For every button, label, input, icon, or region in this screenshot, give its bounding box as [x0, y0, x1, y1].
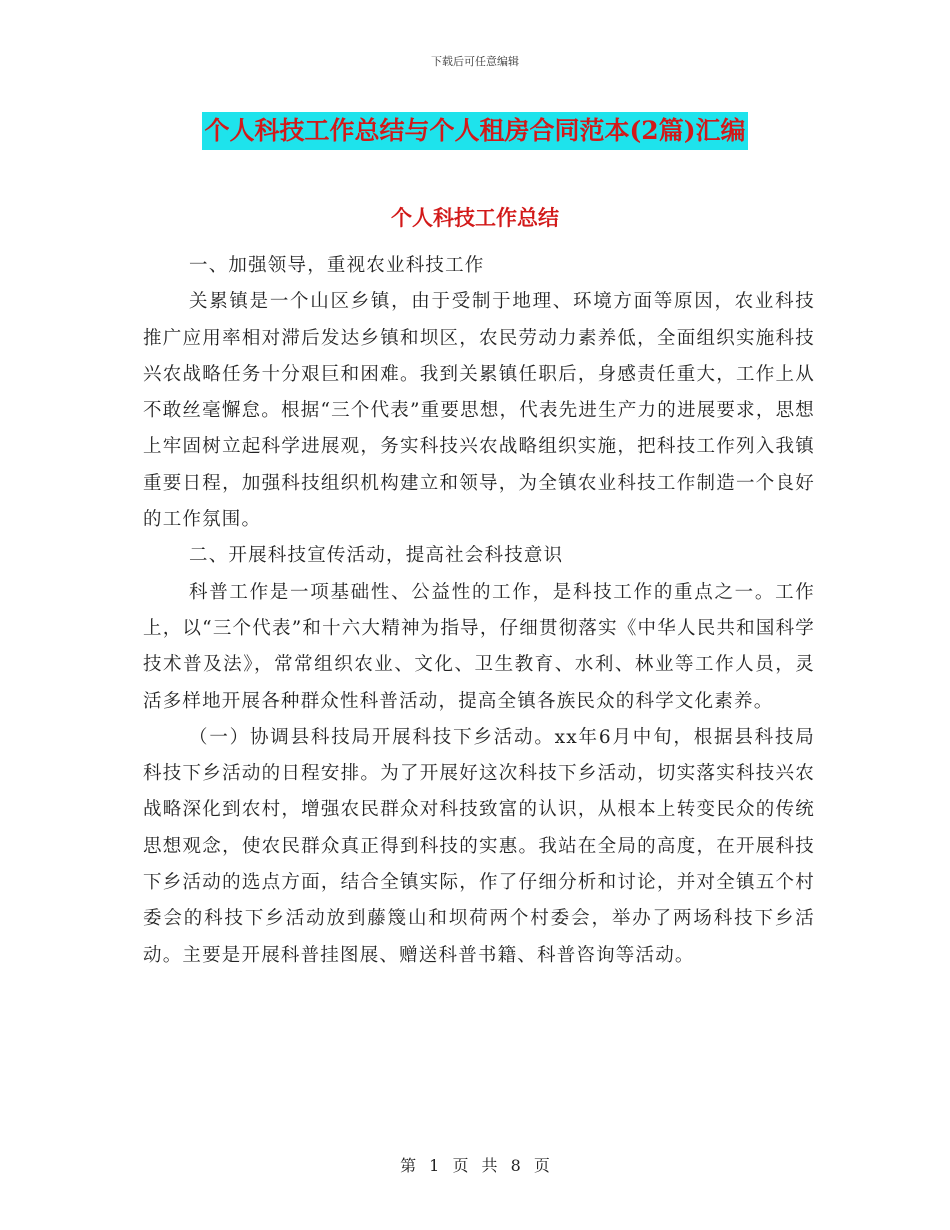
heading-2: 二、开展科技宣传活动，提高社会科技意识: [189, 545, 564, 567]
body-text: [143, 248, 815, 974]
heading-1: 一、加强领导，重视农业科技工作: [189, 255, 485, 276]
header-note: 下载后可任意编辑: [431, 55, 519, 68]
paragraph-3: （一）协调县科技局开展科技下乡活动。xx年6月中旬，根据县科技局科技下乡活动的日程安排。为了开展好这次科技下乡活动，切实落实科技兴农战略深化到农村，增强农民群众对科技致富的认识，从根本上转变民众的传统思想观念，使农民群众真正得到科技的实惠。我站在全局的高度，在开展科技下乡活动的选点方面，结合全镇实际，作了仔细分析和讨论，并对全镇五个村委会的科技下乡活动放到藤篾山和坝荷两个村委会，举办了两场科技下乡活动。主要是开展科普挂图展、赠送科普书籍、科普咨询等活动。: [143, 726, 815, 966]
document-title-container: [0, 112, 950, 150]
page-number: 第 1 页 共 8 页: [400, 1156, 550, 1175]
paragraph-2: 科普工作是一项基础性、公益性的工作，是科技工作的重点之一。工作上，以“三个代表”和十六大精神为指导，仔细贯彻落实《中华人民共和国科学技术普及法》，常常组织农业、文化、卫生教育、水利、林业等工作人员，灵活多样地开展各种群众性科普活动，提高全镇各族民众的科学文化素养。: [143, 581, 815, 712]
paragraph-1: 关累镇是一个山区乡镇，由于受制于地理、环境方面等原因，农业科技推广应用率相对滞后发达乡镇和坝区，农民劳动力素养低，全面组织实施科技兴农战略任务十分艰巨和困难。我到关累镇任职后，身感责任重大，工作上从不敢丝毫懈怠。根据“三个代表”重要思想，代表先进生产力的进展要求，思想上牢固树立起科学进展观，务实科技兴农战略组织实施，把科技工作列入我镇重要日程，加强科技组织机构建立和领导，为全镇农业科技工作制造一个良好的工作氛围。: [143, 291, 815, 531]
section-title: 个人科技工作总结: [391, 205, 559, 230]
document-title: 个人科技工作总结与个人租房合同范本(2篇)汇编: [202, 112, 747, 150]
